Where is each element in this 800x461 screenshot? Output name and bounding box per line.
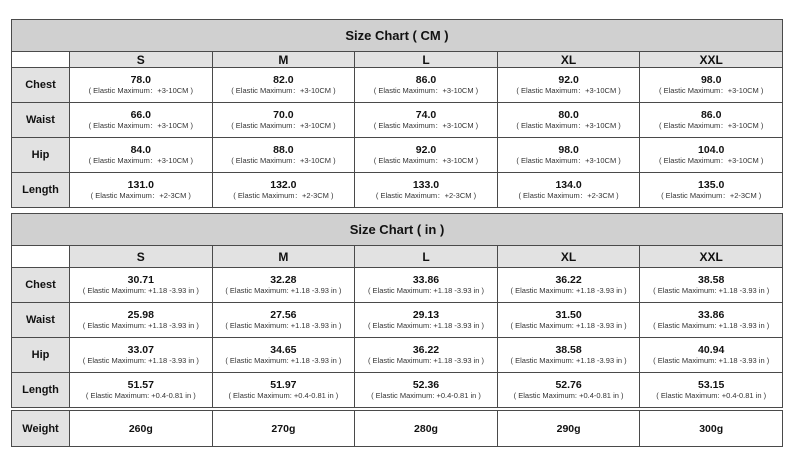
cell-value: 31.50	[555, 309, 582, 321]
elastic-note: ( Elastic Maximum: +1.18 -3.93 in )	[225, 286, 342, 295]
table-cell	[497, 303, 640, 338]
elastic-note: ( Elastic Maximum：+2-3CM )	[375, 191, 477, 200]
cell-value: 86.0	[700, 109, 722, 121]
table-cell	[70, 373, 213, 408]
table-cell	[212, 303, 355, 338]
size-header-m: M	[212, 246, 355, 268]
table-cell	[70, 138, 213, 173]
cell-value: 32.28	[270, 274, 297, 286]
table-cell	[355, 373, 498, 408]
table-cell	[497, 268, 640, 303]
table-cell	[497, 373, 640, 408]
elastic-note: ( Elastic Maximum：+3-10CM )	[373, 86, 479, 95]
cell-value: 98.0	[700, 74, 722, 86]
cell-value: 134.0	[555, 179, 582, 191]
table-cell	[640, 373, 783, 408]
cell-value: 74.0	[415, 109, 437, 121]
cell-value: 33.86	[412, 274, 440, 286]
table-cell	[212, 103, 355, 138]
hip-row	[12, 338, 783, 373]
cell-value: 133.0	[412, 179, 440, 191]
table-cell	[70, 103, 213, 138]
cell-value: 33.07	[127, 344, 154, 356]
table-cell	[355, 173, 498, 208]
weight-row	[12, 411, 783, 447]
elastic-note: ( Elastic Maximum：+3-10CM )	[658, 121, 764, 130]
weight-value-l: 280g	[355, 411, 498, 447]
table-cell	[640, 268, 783, 303]
size-header-l: L	[355, 52, 498, 68]
cell-value: 29.13	[412, 309, 440, 321]
cell-value: 53.15	[698, 379, 725, 391]
table-cell	[212, 173, 355, 208]
table-cell	[355, 138, 498, 173]
table-cell	[355, 68, 498, 103]
cell-value: 52.76	[555, 379, 582, 391]
size-header-s: S	[70, 246, 213, 268]
cell-value: 66.0	[130, 109, 152, 121]
elastic-note: ( Elastic Maximum：+3-10CM )	[231, 86, 336, 95]
elastic-note: ( Elastic Maximum：+3-10CM )	[516, 156, 621, 165]
cell-value: 34.65	[270, 344, 297, 356]
size-header-s: S	[70, 52, 213, 68]
hip-row	[12, 138, 783, 173]
elastic-note: ( Elastic Maximum：+2-3CM )	[518, 191, 619, 200]
weight-value-s: 260g	[70, 411, 213, 447]
row-label-chest: Chest	[12, 268, 70, 303]
cell-value: 38.58	[698, 274, 725, 286]
cell-value: 70.0	[273, 109, 294, 121]
table-cell	[640, 303, 783, 338]
elastic-note: ( Elastic Maximum：+3-10CM )	[88, 156, 193, 165]
table-cell	[355, 303, 498, 338]
cell-value: 40.94	[698, 344, 725, 356]
elastic-note: ( Elastic Maximum：+3-10CM )	[516, 86, 621, 95]
table-cell	[355, 268, 498, 303]
chest-row	[12, 68, 783, 103]
table-cell	[640, 103, 783, 138]
elastic-note: ( Elastic Maximum：+3-10CM )	[373, 156, 479, 165]
cell-value: 88.0	[273, 144, 294, 156]
elastic-note: ( Elastic Maximum: +0.4-0.81 in )	[371, 391, 481, 400]
row-label-chest: Chest	[12, 68, 70, 103]
elastic-note: ( Elastic Maximum：+3-10CM )	[658, 156, 764, 165]
table-cell	[70, 268, 213, 303]
table-cell	[497, 173, 640, 208]
size-header-xl: XL	[497, 52, 640, 68]
cell-value: 36.22	[412, 344, 440, 356]
elastic-note: ( Elastic Maximum：+2-3CM )	[661, 191, 762, 200]
size-header-row	[12, 246, 783, 268]
table-cell	[640, 338, 783, 373]
cell-value: 135.0	[698, 179, 725, 191]
cell-value: 82.0	[273, 74, 294, 86]
table-cell	[70, 303, 213, 338]
elastic-note: ( Elastic Maximum: +1.18 -3.93 in )	[82, 356, 199, 365]
length-row	[12, 373, 783, 408]
size-header-row	[12, 52, 783, 68]
table-cell	[497, 103, 640, 138]
table-cell	[70, 173, 213, 208]
table-cell	[640, 138, 783, 173]
cell-value: 86.0	[415, 74, 437, 86]
size-header-xxl: XXL	[640, 52, 783, 68]
table-cell	[70, 68, 213, 103]
cell-value: 51.57	[127, 379, 154, 391]
elastic-note: ( Elastic Maximum: +1.18 -3.93 in )	[82, 286, 199, 295]
cell-value: 132.0	[270, 179, 297, 191]
cell-value: 33.86	[698, 309, 725, 321]
cell-value: 80.0	[558, 109, 579, 121]
size-header-m: M	[212, 52, 355, 68]
row-label-waist: Waist	[12, 103, 70, 138]
elastic-note: ( Elastic Maximum: +1.18 -3.93 in )	[653, 356, 770, 365]
elastic-note: ( Elastic Maximum: +1.18 -3.93 in )	[225, 356, 342, 365]
elastic-note: ( Elastic Maximum：+3-10CM )	[231, 156, 336, 165]
elastic-note: ( Elastic Maximum: +1.18 -3.93 in )	[653, 321, 770, 330]
elastic-note: ( Elastic Maximum: +1.18 -3.93 in )	[82, 321, 199, 330]
waist-row	[12, 303, 783, 338]
elastic-note: ( Elastic Maximum：+3-10CM )	[88, 121, 193, 130]
cell-value: 25.98	[127, 309, 154, 321]
elastic-note: ( Elastic Maximum: +1.18 -3.93 in )	[367, 286, 485, 295]
cell-value: 52.36	[412, 379, 440, 391]
cell-value: 38.58	[555, 344, 582, 356]
elastic-note: ( Elastic Maximum: +1.18 -3.93 in )	[367, 321, 485, 330]
elastic-note: ( Elastic Maximum：+3-10CM )	[373, 121, 479, 130]
table-cell	[212, 338, 355, 373]
row-label-length: Length	[12, 373, 70, 408]
row-label-weight: Weight	[12, 411, 70, 447]
table-cell	[212, 68, 355, 103]
weight-value-m: 270g	[212, 411, 355, 447]
weight-value-xl: 290g	[497, 411, 640, 447]
size-chart-inch-title: Size Chart ( in )	[12, 214, 783, 246]
weight-value-xxl: 300g	[640, 411, 783, 447]
elastic-note: ( Elastic Maximum：+2-3CM )	[233, 191, 334, 200]
table-cell	[212, 138, 355, 173]
elastic-note: ( Elastic Maximum：+3-10CM )	[231, 121, 336, 130]
row-label-waist: Waist	[12, 303, 70, 338]
elastic-note: ( Elastic Maximum：+3-10CM )	[88, 86, 193, 95]
elastic-note: ( Elastic Maximum: +0.4-0.81 in )	[656, 391, 767, 400]
elastic-note: ( Elastic Maximum: +0.4-0.81 in )	[513, 391, 624, 400]
cell-value: 92.0	[558, 74, 579, 86]
cell-value: 104.0	[698, 144, 725, 156]
row-label-hip: Hip	[12, 138, 70, 173]
elastic-note: ( Elastic Maximum：+2-3CM )	[90, 191, 191, 200]
elastic-note: ( Elastic Maximum：+3-10CM )	[516, 121, 621, 130]
cell-value: 36.22	[555, 274, 582, 286]
cell-value: 27.56	[270, 309, 297, 321]
weight-table	[11, 410, 783, 447]
elastic-note: ( Elastic Maximum: +1.18 -3.93 in )	[510, 356, 627, 365]
size-chart-cm-title: Size Chart ( CM )	[12, 20, 783, 52]
cell-value: 131.0	[127, 179, 154, 191]
elastic-note: ( Elastic Maximum: +1.18 -3.93 in )	[653, 286, 770, 295]
table-cell	[640, 68, 783, 103]
row-label-hip: Hip	[12, 338, 70, 373]
size-chart-inch-table	[11, 213, 783, 408]
table-cell	[640, 173, 783, 208]
size-header-xxl: XXL	[640, 246, 783, 268]
size-header-xl: XL	[497, 246, 640, 268]
table-cell	[355, 338, 498, 373]
table-cell	[497, 138, 640, 173]
cell-value: 92.0	[415, 144, 437, 156]
length-row	[12, 173, 783, 208]
elastic-note: ( Elastic Maximum: +0.4-0.81 in )	[85, 391, 196, 400]
chest-row	[12, 268, 783, 303]
elastic-note: ( Elastic Maximum: +1.18 -3.93 in )	[225, 321, 342, 330]
cell-value: 84.0	[130, 144, 152, 156]
cell-value: 30.71	[127, 274, 154, 286]
header-blank-cell	[12, 246, 70, 268]
size-header-l: L	[355, 246, 498, 268]
elastic-note: ( Elastic Maximum: +1.18 -3.93 in )	[510, 321, 627, 330]
table-cell	[212, 373, 355, 408]
table-cell	[497, 68, 640, 103]
elastic-note: ( Elastic Maximum: +1.18 -3.93 in )	[510, 286, 627, 295]
elastic-note: ( Elastic Maximum: +1.18 -3.93 in )	[367, 356, 485, 365]
table-cell	[355, 103, 498, 138]
table-cell	[212, 268, 355, 303]
cell-value: 78.0	[130, 74, 152, 86]
table-cell	[497, 338, 640, 373]
size-chart-cm-table	[11, 19, 783, 208]
cell-value: 98.0	[558, 144, 579, 156]
elastic-note: ( Elastic Maximum：+3-10CM )	[658, 86, 764, 95]
elastic-note: ( Elastic Maximum: +0.4-0.81 in )	[228, 391, 339, 400]
header-blank-cell	[12, 52, 70, 68]
waist-row	[12, 103, 783, 138]
table-cell	[70, 338, 213, 373]
row-label-length: Length	[12, 173, 70, 208]
cell-value: 51.97	[270, 379, 297, 391]
